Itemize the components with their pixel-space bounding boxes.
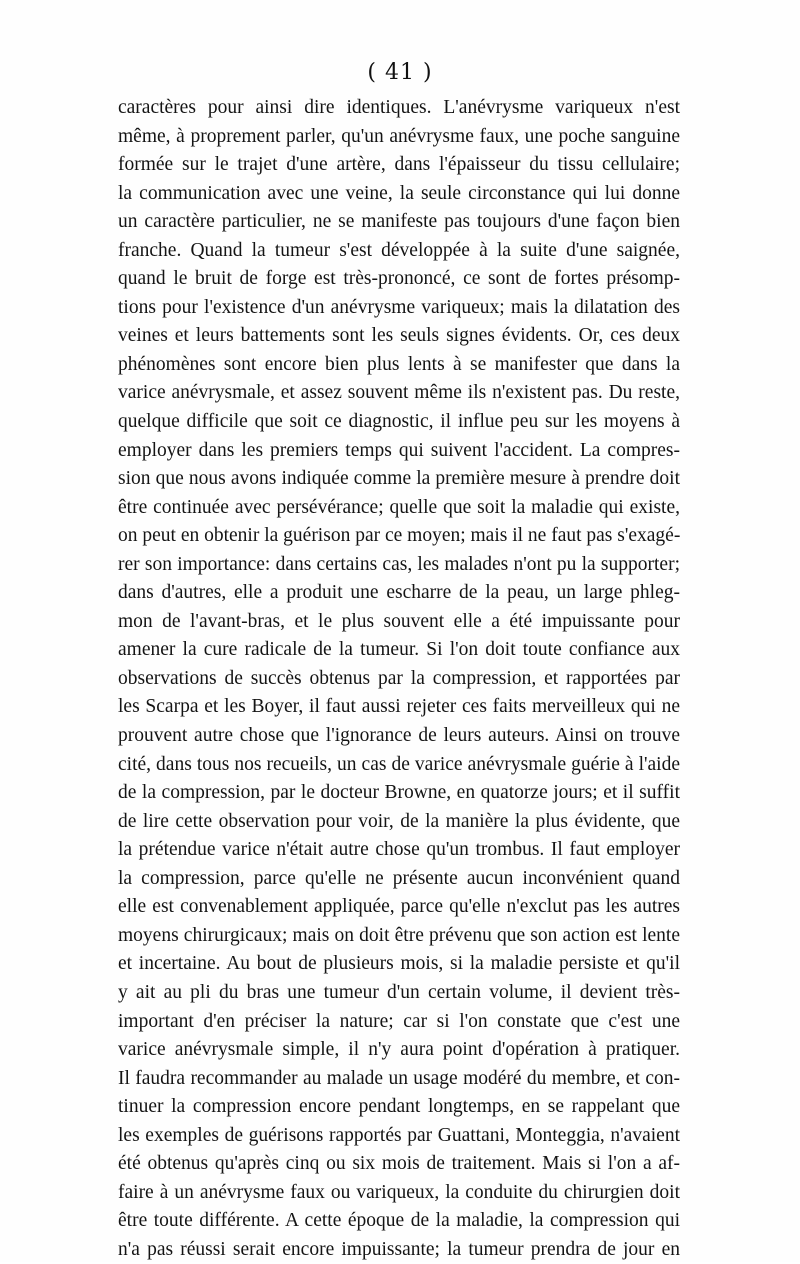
text-line: même, à proprement parler, qu'un anévrysme faux, une poche sanguine <box>118 125 680 147</box>
text-line: la communication avec une veine, la seule circonstance qui lui donne <box>118 182 680 204</box>
text-line: y ait au pli du bras une tumeur d'un certain volume, il devient très- <box>118 981 680 1003</box>
text-line: mon de l'avant-bras, et le plus souvent elle a été impuissante pour <box>118 610 680 632</box>
text-line: la compression, parce qu'elle ne présente aucun inconvénient quand <box>118 867 680 889</box>
text-line: de lire cette observation pour voir, de la manière la plus évidente, que <box>118 810 680 832</box>
text-line: veines et leurs battements sont les seuls signes évidents. Or, ces deux <box>118 325 680 347</box>
text-line: caractères pour ainsi dire identiques. L'anévrysme variqueux n'est <box>118 97 680 118</box>
text-line: quand le bruit de forge est très-prononcé, ce sont de fortes présomp- <box>118 268 680 290</box>
text-line: important d'en préciser la nature; car si l'on constate que c'est une <box>118 1010 680 1032</box>
text-line: formée sur le trajet d'une artère, dans l'épaisseur du tissu cellulaire; <box>118 154 680 176</box>
text-line: employer dans les premiers temps qui suivent l'accident. La compres- <box>118 439 680 461</box>
text-line: dans d'autres, elle a produit une escharre de la peau, un large phleg- <box>118 582 680 604</box>
text-line: sion que nous avons indiquée comme la première mesure à prendre doit <box>118 468 680 490</box>
text-line: quelque difficile que soit ce diagnostic, il influe peu sur les moyens à <box>118 411 680 433</box>
text-line: tions pour l'existence d'un anévrysme variqueux; mais la dilatation des <box>118 296 680 318</box>
text-line: être continuée avec persévérance; quelle que soit la maladie qui existe, <box>118 496 680 518</box>
text-line: un caractère particulier, ne se manifeste pas toujours d'une façon bien <box>118 211 680 233</box>
text-line: n'a pas réussi serait encore impuissante; la tumeur prendra de jour en <box>118 1238 680 1260</box>
body-text <box>118 94 680 1264</box>
text-line: moyens chirurgicaux; mais on doit être prévenu que son action est lente <box>118 924 680 946</box>
text-line: cité, dans tous nos recueils, un cas de varice anévrysmale guérie à l'aide <box>118 753 680 775</box>
page-number: ( 41 ) <box>367 60 433 85</box>
text-line: les Scarpa et les Boyer, il faut aussi rejeter ces faits merveilleux qui ne <box>118 696 680 718</box>
text-line: de la compression, par le docteur Browne, en quatorze jours; et il suffit <box>118 782 680 804</box>
text-line: prouvent autre chose que l'ignorance de leurs auteurs. Ainsi on trouve <box>118 725 680 747</box>
text-line: les exemples de guérisons rapportés par Guattani, Monteggia, n'avaient <box>118 1124 680 1146</box>
text-line: amener la cure radicale de la tumeur. Si l'on doit toute confiance aux <box>118 639 680 661</box>
text-line: été obtenus qu'après cinq ou six mois de traitement. Mais si l'on a af- <box>118 1153 680 1175</box>
text-line: Il faudra recommander au malade un usage modéré du membre, et con- <box>118 1067 680 1089</box>
text-line: observations de succès obtenus par la compression, et rapportées par <box>118 667 680 689</box>
text-line: franche. Quand la tumeur s'est développée à la suite d'une saignée, <box>118 239 680 261</box>
text-line: rer son importance: dans certains cas, les malades n'ont pu la supporter; <box>118 553 680 575</box>
text-line: varice anévrysmale, et assez souvent même ils n'existent pas. Du reste, <box>118 382 680 404</box>
text-line: on peut en obtenir la guérison par ce moyen; mais il ne faut pas s'exagé- <box>118 525 680 547</box>
text-line: varice anévrysmale simple, il n'y aura point d'opération à pratiquer. <box>118 1039 680 1061</box>
text-line: tinuer la compression encore pendant longtemps, en se rappelant que <box>118 1096 680 1118</box>
text-line: faire à un anévrysme faux ou variqueux, la conduite du chirurgien doit <box>118 1181 680 1203</box>
text-line: phénomènes sont encore bien plus lents à se manifester que dans la <box>118 353 680 375</box>
text-line: et incertaine. Au bout de plusieurs mois, si la maladie persiste et qu'il <box>118 953 680 975</box>
text-line: être toute différente. A cette époque de la maladie, la compression qui <box>118 1210 680 1232</box>
text-line: elle est convenablement appliquée, parce qu'elle n'exclut pas les autres <box>118 896 680 918</box>
text-line: la prétendue varice n'était autre chose qu'un trombus. Il faut employer <box>118 839 680 861</box>
